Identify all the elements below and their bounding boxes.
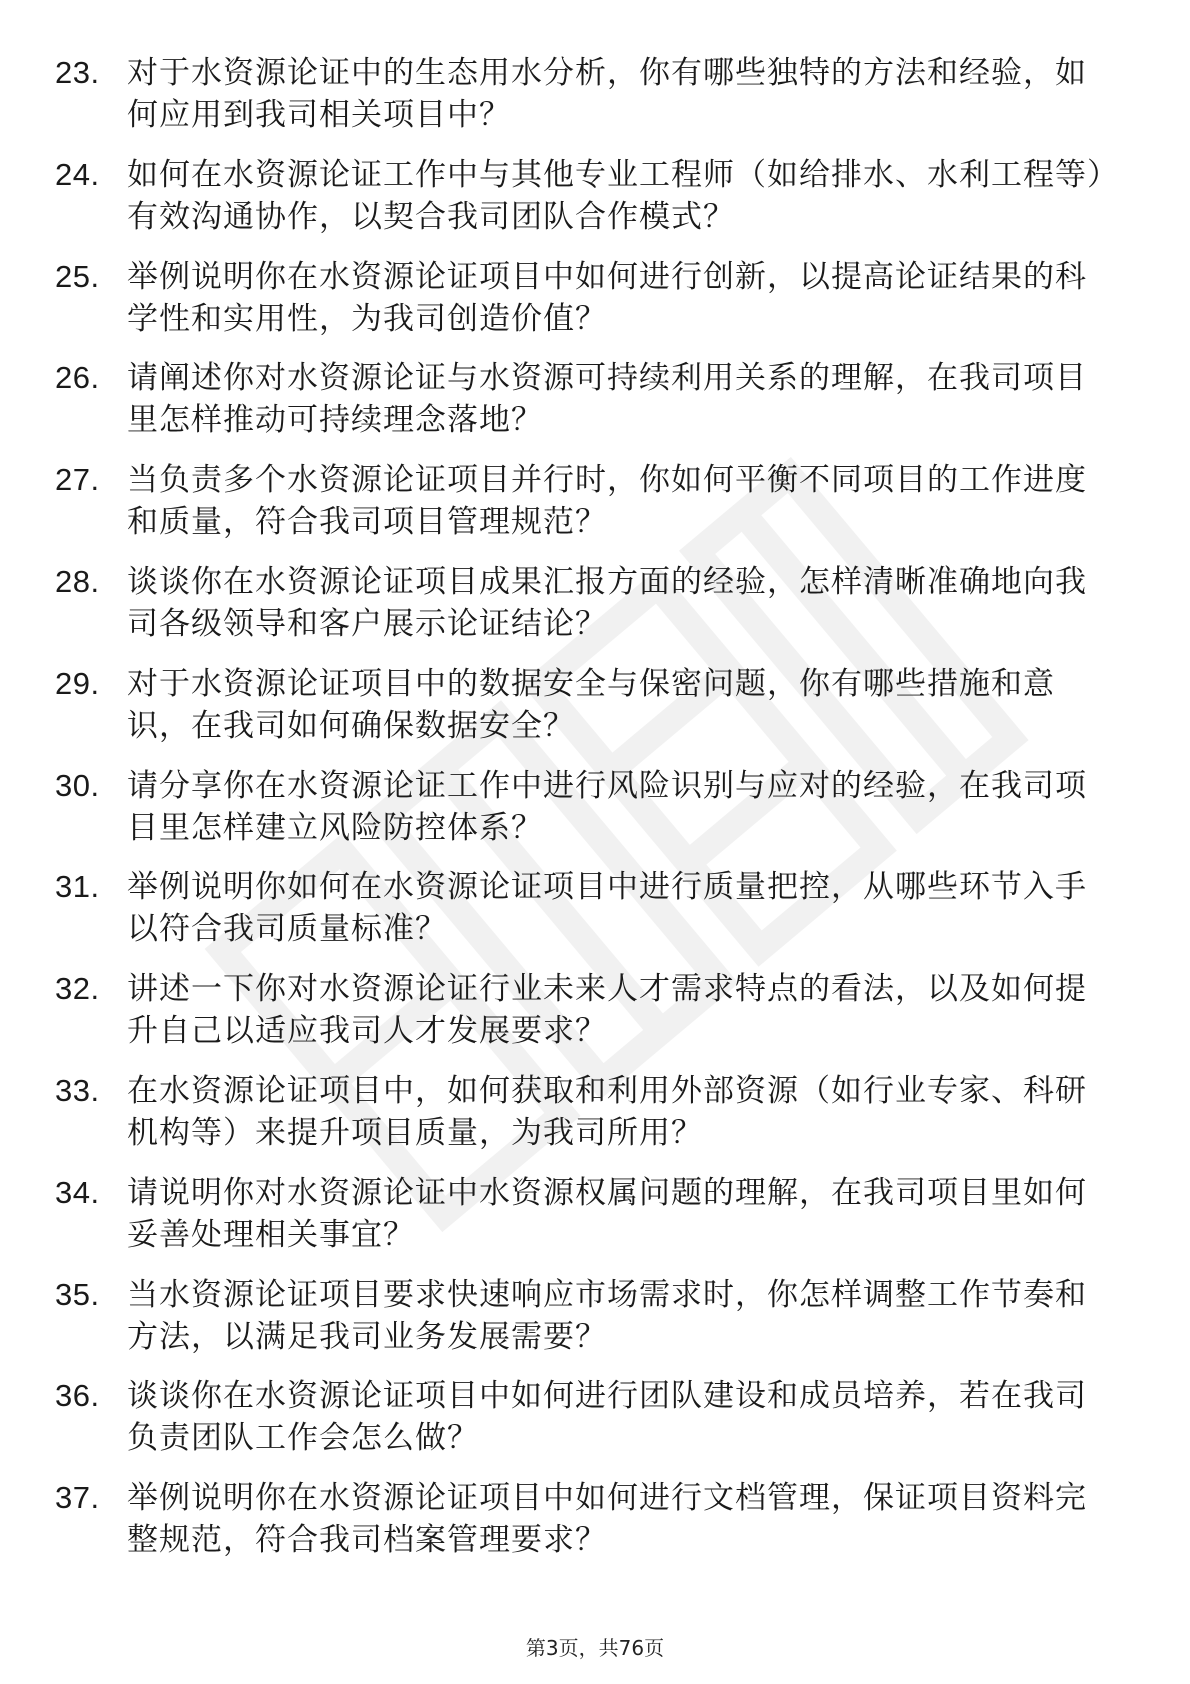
question-item bbox=[55, 765, 1115, 867]
question-text: 举例说明你在水资源论证项目中如何进行文档管理，保证项目资料完整规范，符合我司档案管理要求？ bbox=[127, 1480, 1087, 1559]
question-number: 35. bbox=[55, 1276, 100, 1312]
question-text: 谈谈你在水资源论证项目中如何进行团队建设和成员培养，若在我司负责团队工作会怎么做？ bbox=[127, 1378, 1087, 1457]
question-number: 23. bbox=[55, 55, 100, 90]
question-number: 36. bbox=[55, 1378, 100, 1414]
question-text: 如何在水资源论证工作中与其他专业工程师（如给排水、水利工程等）有效沟通协作，以契合我司团队合作模式？ bbox=[127, 156, 1104, 235]
question-item bbox=[55, 459, 1115, 561]
question-text: 在水资源论证项目中，如何获取和利用外部资源（如行业专家、科研机构等）来提升项目质量，为我司所用？ bbox=[127, 1072, 1087, 1151]
question-text: 举例说明你如何在水资源论证项目中进行质量把控，从哪些环节入手以符合我司质量标准？ bbox=[127, 869, 1087, 948]
question-text: 对于水资源论证项目中的数据安全与保密问题，你有哪些措施和意识，在我司如何确保数据安全？ bbox=[127, 665, 1055, 744]
question-item bbox=[55, 1375, 1115, 1477]
question-list bbox=[55, 52, 1115, 1579]
question-text: 请阐述你对水资源论证与水资源可持续利用关系的理解，在我司项目里怎样推动可持续理念落地？ bbox=[127, 360, 1087, 439]
question-item bbox=[55, 968, 1115, 1070]
question-text: 对于水资源论证中的生态用水分析，你有哪些独特的方法和经验，如何应用到我司相关项目中？ bbox=[127, 55, 1087, 133]
question-item bbox=[55, 154, 1115, 256]
question-text: 讲述一下你对水资源论证行业未来人才需求特点的看法，以及如何提升自己以适应我司人才发展要求？ bbox=[127, 971, 1087, 1050]
question-item bbox=[55, 256, 1115, 358]
question-item bbox=[55, 52, 1115, 154]
question-item bbox=[55, 1477, 1115, 1579]
question-text: 当水资源论证项目要求快速响应市场需求时，你怎样调整工作节奏和方法，以满足我司业务发展需要？ bbox=[127, 1276, 1087, 1355]
question-number: 31. bbox=[55, 869, 100, 905]
question-number: 25. bbox=[55, 258, 100, 294]
question-number: 28. bbox=[55, 563, 100, 599]
question-number: 37. bbox=[55, 1480, 100, 1516]
question-number: 26. bbox=[55, 360, 100, 396]
question-item bbox=[55, 1274, 1115, 1376]
question-item bbox=[55, 1070, 1115, 1172]
question-text: 举例说明你在水资源论证项目中如何进行创新，以提高论证结果的科学性和实用性，为我司创造价值？ bbox=[127, 258, 1087, 337]
question-item bbox=[55, 1172, 1115, 1274]
question-number: 24. bbox=[55, 156, 100, 192]
question-text: 请分享你在水资源论证工作中进行风险识别与应对的经验，在我司项目里怎样建立风险防控体系？ bbox=[127, 767, 1087, 846]
question-number: 32. bbox=[55, 971, 100, 1007]
question-item bbox=[55, 561, 1115, 663]
question-number: 30. bbox=[55, 767, 100, 803]
question-text: 请说明你对水资源论证中水资源权属问题的理解，在我司项目里如何妥善处理相关事宜？ bbox=[127, 1174, 1087, 1253]
page-number-footer: 第3页，共76页 bbox=[525, 1636, 665, 1660]
question-text: 谈谈你在水资源论证项目成果汇报方面的经验，怎样清晰准确地向我司各级领导和客户展示论证结论？ bbox=[127, 563, 1087, 642]
question-item bbox=[55, 866, 1115, 968]
question-number: 29. bbox=[55, 665, 100, 701]
question-item bbox=[55, 357, 1115, 459]
question-item bbox=[55, 663, 1115, 765]
question-number: 27. bbox=[55, 462, 100, 498]
question-text: 当负责多个水资源论证项目并行时，你如何平衡不同项目的工作进度和质量，符合我司项目管理规范？ bbox=[127, 462, 1087, 541]
question-number: 34. bbox=[55, 1174, 100, 1210]
question-number: 33. bbox=[55, 1072, 100, 1108]
